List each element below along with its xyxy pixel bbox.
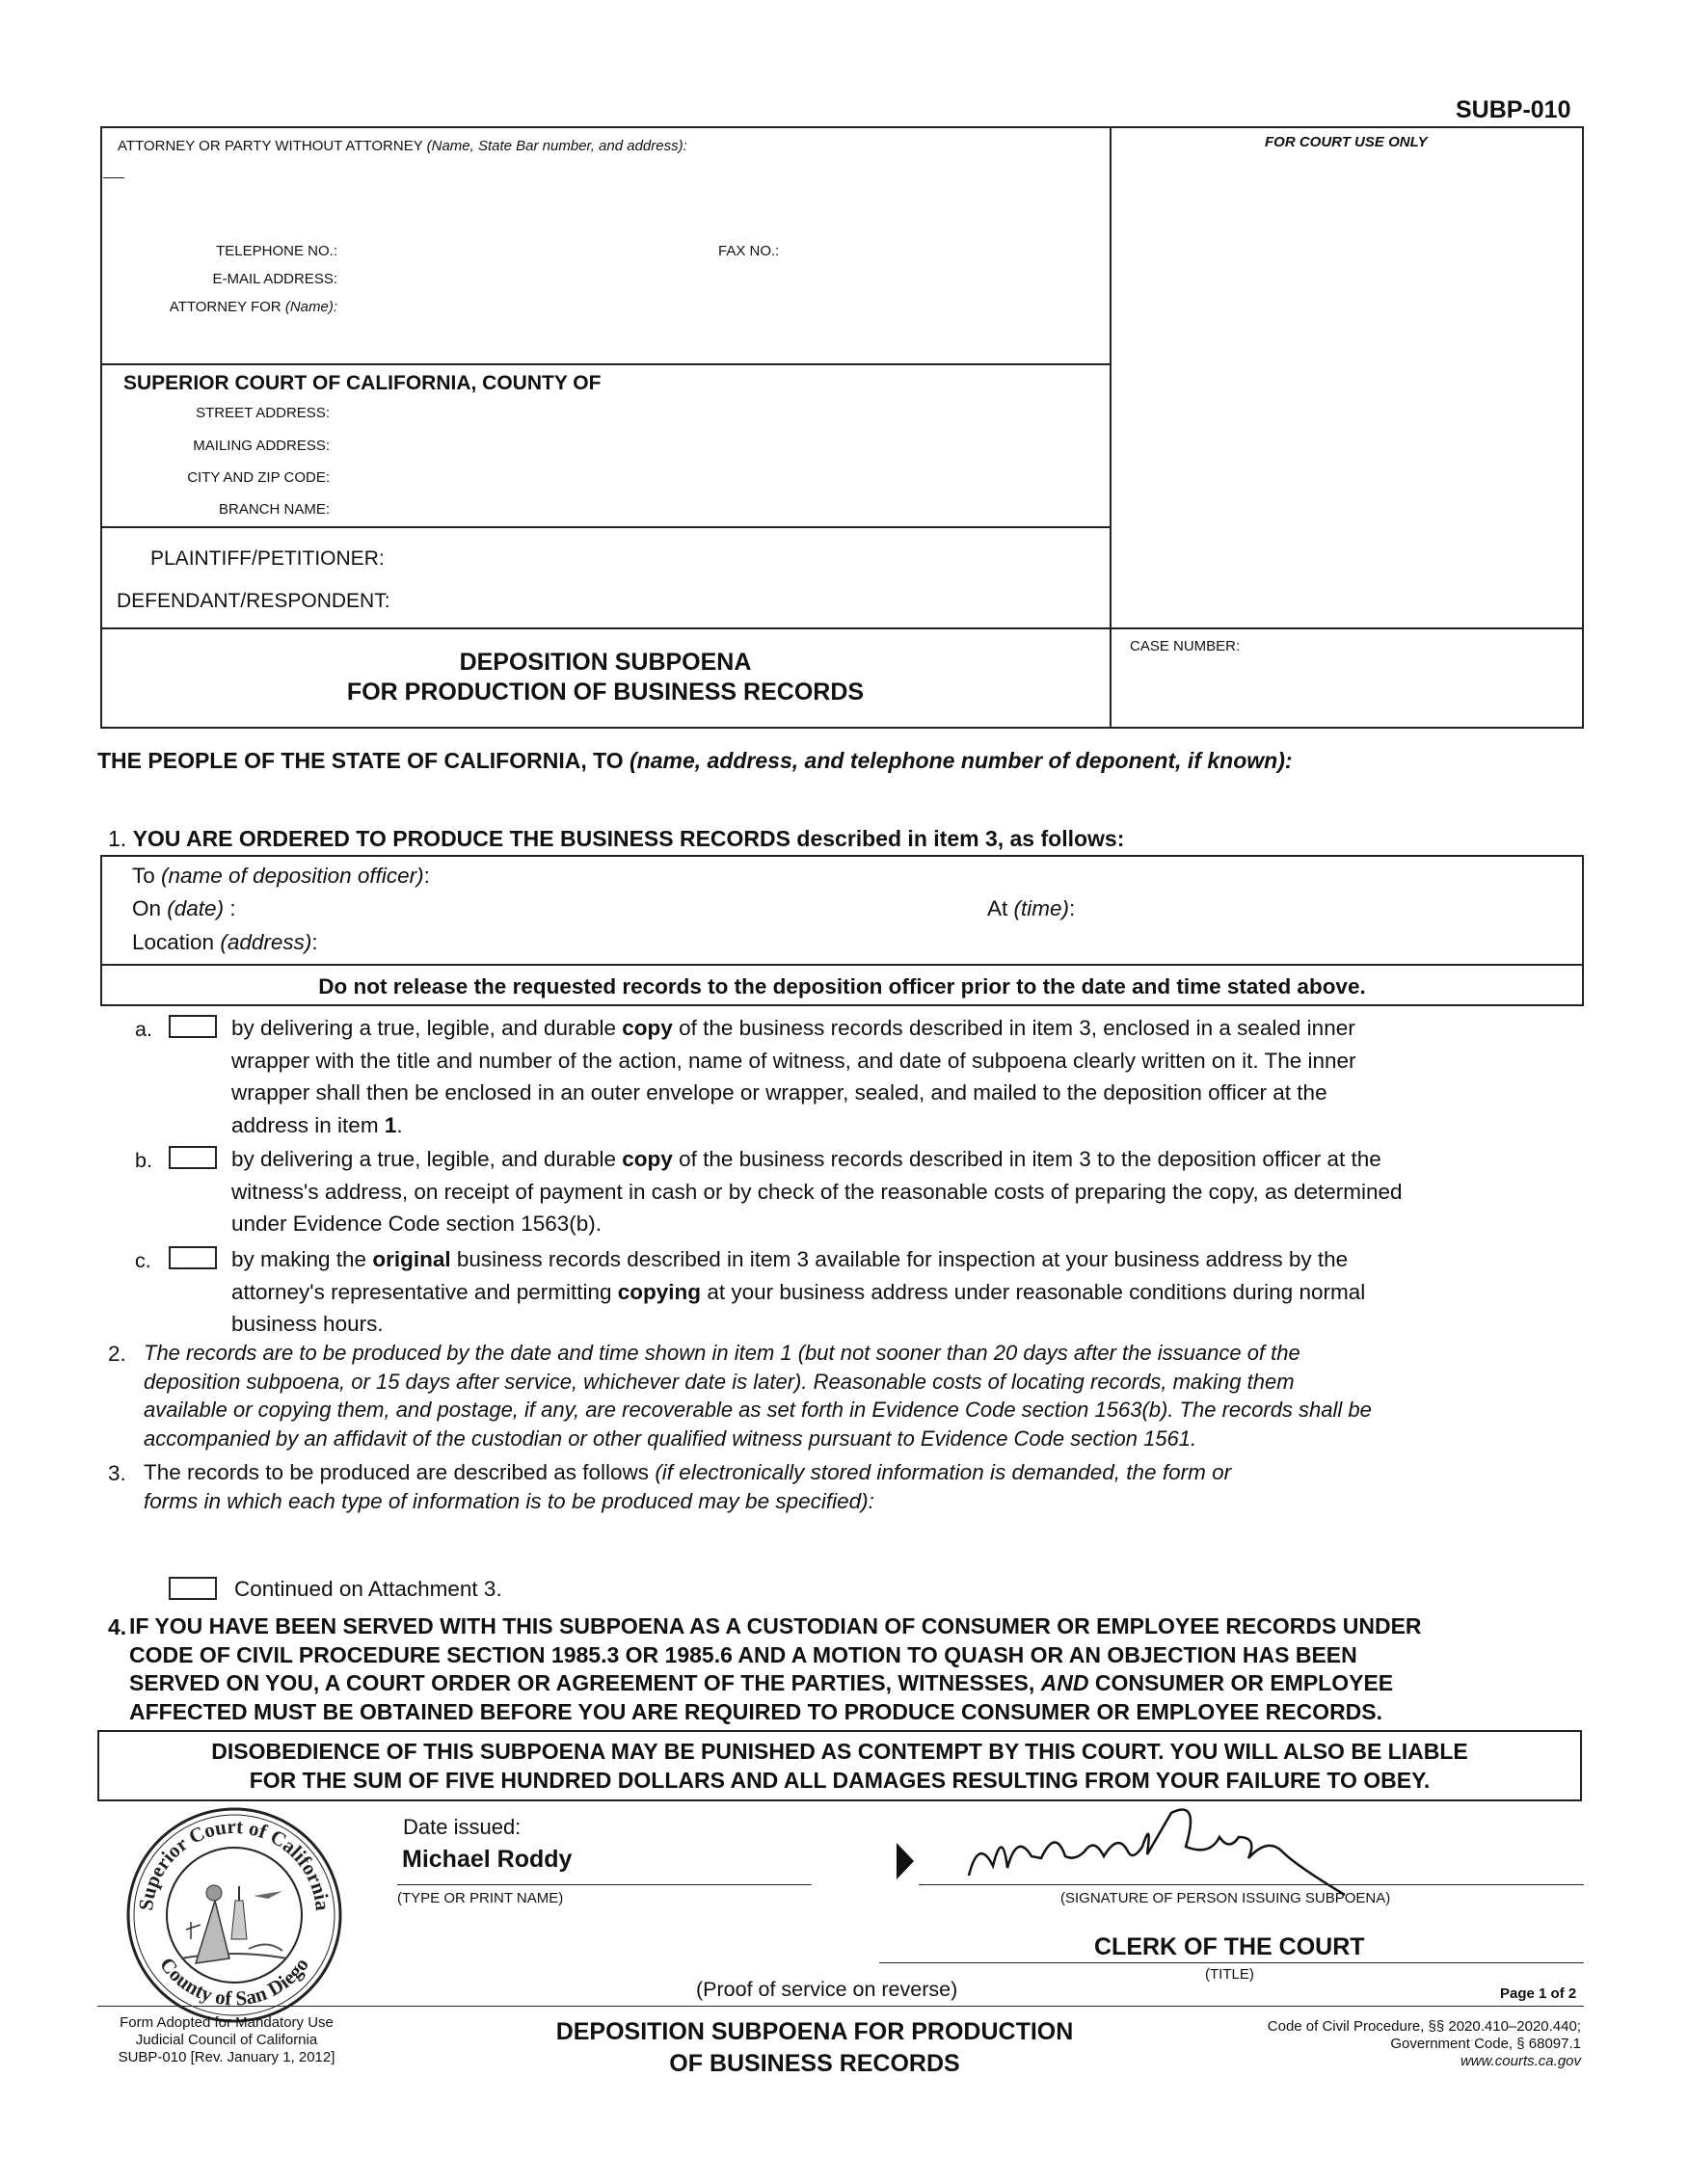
option-a-checkbox[interactable] [169, 1015, 217, 1038]
proof-note: (Proof of service on reverse) [696, 1978, 958, 2001]
option-c-letter: c. [135, 1249, 151, 1272]
seal-top-text: Superior Court of California [134, 1814, 335, 1912]
option-b-text: by delivering a true, legible, and durable copy of the business records described in item 3 to the deposition officer at the witness's address, on receipt of payment in cash or by check of the reasonable costs of preparing the copy, as determined under Evidence Code section 1563(b). [231, 1147, 1403, 1236]
title-label: (TITLE) [1205, 1966, 1254, 1983]
item1-heading: 1. YOU ARE ORDERED TO PRODUCE THE BUSINESS RECORDS described in item 3, as follows: [108, 826, 1125, 851]
option-c-checkbox[interactable] [169, 1246, 217, 1269]
court-seal [123, 1804, 345, 2026]
on-label: On (date) : [132, 896, 236, 920]
seal-plane [254, 1891, 282, 1899]
seal-figure [196, 1901, 229, 1963]
issuer-name: Michael Roddy [402, 1846, 573, 1873]
item2-num: 2. [108, 1342, 126, 1366]
case-number-label: CASE NUMBER: [1130, 638, 1241, 654]
city-label: CITY AND ZIP CODE: [187, 469, 330, 486]
option-a-letter: a. [135, 1018, 152, 1041]
seal-scales [186, 1922, 201, 1939]
location-label: Location (address): [132, 930, 318, 954]
option-b-checkbox[interactable] [169, 1146, 217, 1169]
telephone-label: TELEPHONE NO.: [216, 243, 337, 259]
handwritten-signature [950, 1798, 1364, 1904]
street-label: STREET ADDRESS: [196, 405, 330, 421]
mailing-label: MAILING ADDRESS: [193, 438, 330, 454]
seal-ship [249, 1944, 282, 1951]
item4-num: 4. [108, 1614, 127, 1639]
item3-text: The records to be produced are described as follows (if electronically stored information is demanded, the form or forms in which each type of information is to be produced may be specified): [144, 1460, 1232, 1513]
continued-label: Continued on Attachment 3. [234, 1577, 502, 1601]
date-issued-label: Date issued: [403, 1815, 522, 1839]
continued-checkbox[interactable] [169, 1577, 217, 1600]
item2-text: The records are to be produced by the date and time shown in item 1 (but not sooner than 20 days after the issuance of the deposition subpoena, or 15 days after service, whichever date is later). Reasonable costs of locating records, making them available or copying them, and postage, if any, are recoverable as set forth in Evidence Code section 1563(b). The records shall be accompanied by an affidavit of the custodian or other qualified witness pursuant to Evidence Code section 1561. [144, 1341, 1372, 1451]
release-warning: Do not release the requested records to the deposition officer prior to the date and time stated above. [318, 974, 1366, 999]
footer-codes: Code of Civil Procedure, §§ 2020.410–2020.440; Government Code, § 68097.1 www.courts.ca.gov [1157, 2018, 1581, 2070]
seal-bottom-text: County of San Diego [154, 1953, 313, 2011]
option-a-text: by delivering a true, legible, and durable copy of the business records described in item 3, enclosed in a sealed inner wrapper with the title and number of the action, name of witness, and date of subpoena clearly written on it. The inner wrapper shall then be enclosed in an outer envelope or wrapper, sealed, and mailed to the deposition officer at the address in item 1. [231, 1016, 1356, 1137]
plaintiff-label: PLAINTIFF/PETITIONER: [150, 547, 385, 570]
to-label: To (name of deposition officer): [132, 864, 430, 888]
caption-box [100, 126, 1584, 729]
attorney-for-label: ATTORNEY FOR (Name): [169, 299, 337, 315]
form-id: SUBP-010 [1456, 96, 1571, 123]
court-name: SUPERIOR COURT OF CALIFORNIA, COUNTY OF [123, 372, 602, 394]
fax-label: FAX NO.: [718, 243, 780, 259]
option-b-letter: b. [135, 1149, 152, 1172]
attorney-label: ATTORNEY OR PARTY WITHOUT ATTORNEY (Name, State Bar number, and address): [118, 138, 687, 154]
branch-label: BRANCH NAME: [218, 501, 330, 518]
courts-link[interactable]: www.courts.ca.gov [1460, 2053, 1581, 2069]
item3-num: 3. [108, 1461, 126, 1485]
form-title: DEPOSITION SUBPOENA FOR PRODUCTION OF BUSINESS RECORDS [346, 649, 865, 706]
option-c-text: by making the original business records described in item 3 available for inspection at your business address by the attorney's representative and permitting copying at your business address under reasonable conditions during normal business hours. [231, 1247, 1366, 1336]
seal-building [231, 1901, 247, 1939]
disobedience-text: DISOBEDIENCE OF THIS SUBPOENA MAY BE PUNISHED AS CONTEMPT BY THIS COURT. YOU WILL ALSO BE LIABLE FOR THE SUM OF FIVE HUNDRED DOLLARS AND ALL DAMAGES RESULTING FROM YOUR FAILURE TO OBEY. [211, 1739, 1468, 1793]
title-value: CLERK OF THE COURT [1094, 1933, 1365, 1960]
at-label: At (time): [987, 896, 1076, 920]
type-print-label: (TYPE OR PRINT NAME) [397, 1890, 564, 1906]
signature-label: (SIGNATURE OF PERSON ISSUING SUBPOENA) [1060, 1890, 1391, 1906]
footer-title: DEPOSITION SUBPOENA FOR PRODUCTION OF BUSINESS RECORDS [555, 2018, 1074, 2077]
court-use-label: FOR COURT USE ONLY [1265, 134, 1428, 150]
page-number: Page 1 of 2 [1500, 1985, 1577, 2002]
item4-text: IF YOU HAVE BEEN SERVED WITH THIS SUBPOENA AS A CUSTODIAN OF CONSUMER OR EMPLOYEE RECORDS UNDER CODE OF CIVIL PROCEDURE SECTION 1985.3 OR 1985.6 AND A MOTION TO QUASH OR AN OBJECTION HAS BEEN SERVED ON YOU, A COURT ORDER OR AGREEMENT OF THE PARTIES, WITNESSES, AND CONSUMER OR EMPLOYEE AFFECTED MUST BE OBTAINED BEFORE YOU ARE REQUIRED TO PRODUCE CONSUMER OR EMPLOYEE RECORDS. [129, 1613, 1422, 1724]
form-adopted: Form Adopted for Mandatory Use Judicial Council of California SUBP-010 [Rev. January 1, 2012] [118, 2014, 335, 2065]
signature-arrow-icon [895, 1841, 916, 1881]
people-line: THE PEOPLE OF THE STATE OF CALIFORNIA, TO (name, address, and telephone number of deponent, if known): [97, 748, 1293, 773]
seal-figure-head [206, 1885, 222, 1901]
defendant-label: DEFENDANT/RESPONDENT: [117, 590, 390, 612]
email-label: E-MAIL ADDRESS: [212, 271, 337, 287]
